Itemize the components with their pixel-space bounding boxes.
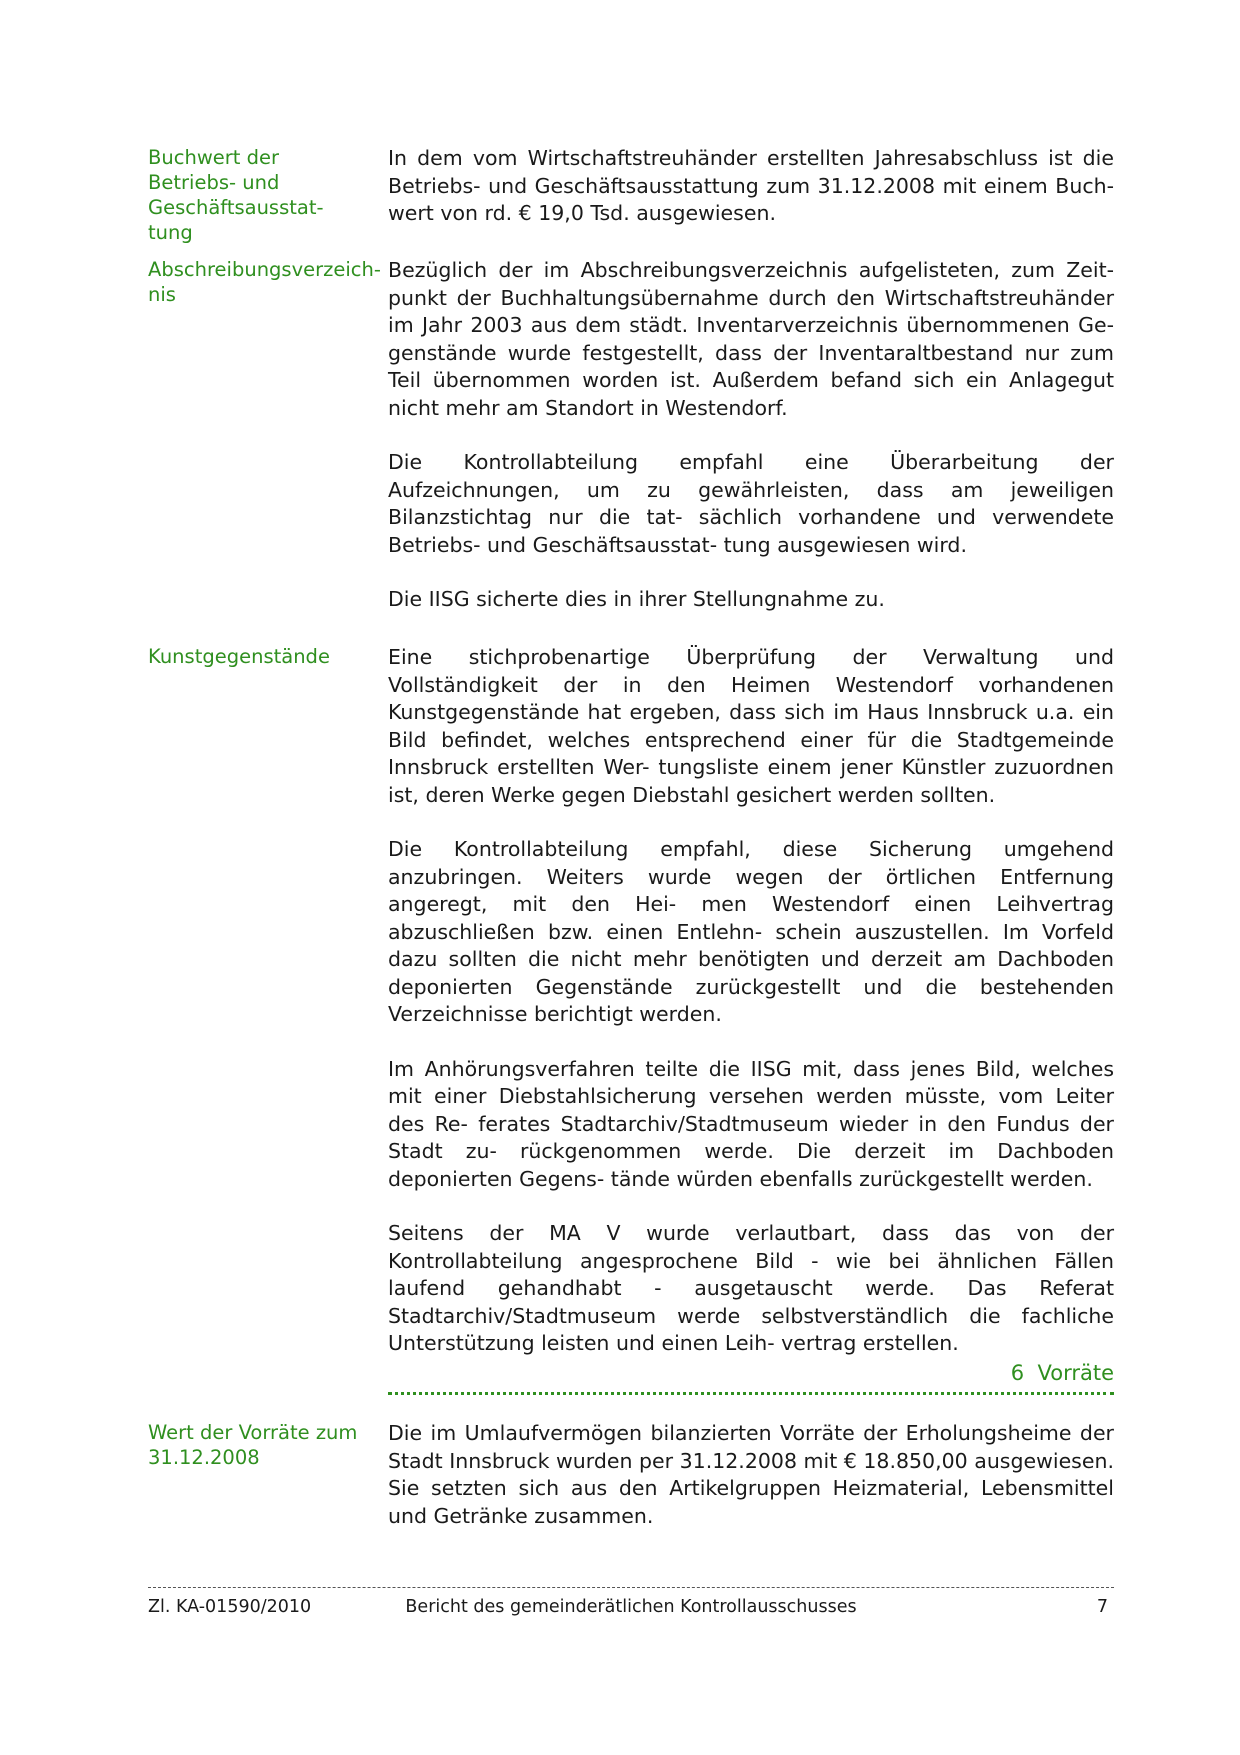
footer-title: Bericht des gemeinderätlichen Kontrollausschusses xyxy=(405,1597,857,1617)
paragraph: Seitens der MA V wurde verlautbart, dass das von der Kontrollabteilung angesprochene Bild - wie bei ähnlichen Fällen laufend gehandhabt - ausgetauscht werde. Das Referat Stadtarchiv/Stadtmuseum werde selbstverständlich die fachliche Unterstützung leisten und einen Leih- vertrag erstellen. xyxy=(388,1221,1114,1355)
body-abschreibungsverzeichnis xyxy=(388,257,1114,614)
body-vorraete xyxy=(388,1420,1114,1530)
paragraph: Die im Umlaufvermögen bilanzierten Vorräte der Erholungsheime der Stadt Innsbruck wurden per 31.12.2008 mit € 18.850,00 ausgewiesen. Sie setzten sich aus den Artikelgruppen Heizmaterial, Lebensmittel und Getränke zusammen. xyxy=(388,1421,1114,1528)
paragraph: In dem vom Wirtschaftstreuhänder erstellten Jahresabschluss ist die Betriebs- und Geschäftsausstattung zum 31.12.2008 mit einem Buch- wert von rd. € 19,0 Tsd. ausgewiesen. xyxy=(388,146,1114,225)
margin-note-abschreibungsverzeichnis: Abschreibungsverzeich- nis xyxy=(148,258,381,306)
page-number: 7 xyxy=(1096,1597,1108,1617)
section-number: 6 xyxy=(1010,1361,1025,1385)
margin-note-kunstgegenstaende: Kunstgegenstände xyxy=(148,645,330,668)
footer-reference: Zl. KA-01590/2010 xyxy=(148,1597,312,1617)
paragraph: Die Kontrollabteilung empfahl, diese Sicherung umgehend anzubringen. Weiters wurde wegen der örtlichen Entfernung angeregt, mit den Hei- men Westendorf einen Leihvertrag abzuschließen bzw. einen Entlehn- schein auszustellen. Im Vorfeld dazu sollten die nicht mehr benötigten und derzeit am Dachboden deponierten Gegenstände zurückgestellt und die bestehenden Verzeichnisse berichtigt werden. xyxy=(388,837,1114,1026)
section-divider xyxy=(388,1392,1114,1395)
paragraph: Eine stichprobenartige Überprüfung der Verwaltung und Vollständigkeit der in den Heimen Westendorf vorhandenen Kunstgegenstände hat ergeben, dass sich im Haus Innsbruck u.a. ein Bild befindet, welches entsprechend einer für die Stadtgemeinde Innsbruck erstellten Wer- tungsliste einem jener Künstler zuzuordnen ist, deren Werke gegen Diebstahl gesichert werden sollten. xyxy=(388,645,1114,807)
margin-note-vorraete: Wert der Vorräte zum 31.12.2008 xyxy=(148,1421,358,1469)
paragraph: Die IISG sicherte dies in ihrer Stellungnahme zu. xyxy=(388,587,885,611)
paragraph: Bezüglich der im Abschreibungsverzeichnis aufgelisteten, zum Zeit- punkt der Buchhaltungsübernahme durch den Wirtschaftstreuhänder im Jahr 2003 aus dem städt. Inventarverzeichnis übernommenen Ge- genstände wurde festgestellt, dass der Inventaraltbestand nur zum Teil übernommen worden ist. Außerdem befand sich ein Anlagegut nicht mehr am Standort in Westendorf. xyxy=(388,258,1114,420)
footer-divider xyxy=(148,1587,1114,1588)
body-buchwert xyxy=(388,145,1114,228)
paragraph: Die Kontrollabteilung empfahl eine Überarbeitung der Aufzeichnungen, um zu gewährleisten, dass am jeweiligen Bilanzstichtag nur die tat- sächlich vorhandene und verwendete Betriebs- und Geschäftsausstat- tung ausgewiesen wird. xyxy=(388,450,1114,557)
paragraph: Im Anhörungsverfahren teilte die IISG mit, dass jenes Bild, welches mit einer Diebstahlsicherung versehen werden müsste, vom Leiter des Re- ferates Stadtarchiv/Stadtmuseum wieder in den Fundus der Stadt zu- rückgenommen werde. Die derzeit im Dachboden deponierten Gegens- tände würden ebenfalls zurückgestellt werden. xyxy=(388,1056,1114,1191)
body-kunstgegenstaende xyxy=(388,644,1114,1358)
margin-note-buchwert: Buchwert der Betriebs- und Geschäftsausstat- tung xyxy=(148,146,324,244)
section-heading-vorraete xyxy=(388,1359,1114,1387)
section-title: Vorräte xyxy=(1037,1361,1114,1385)
